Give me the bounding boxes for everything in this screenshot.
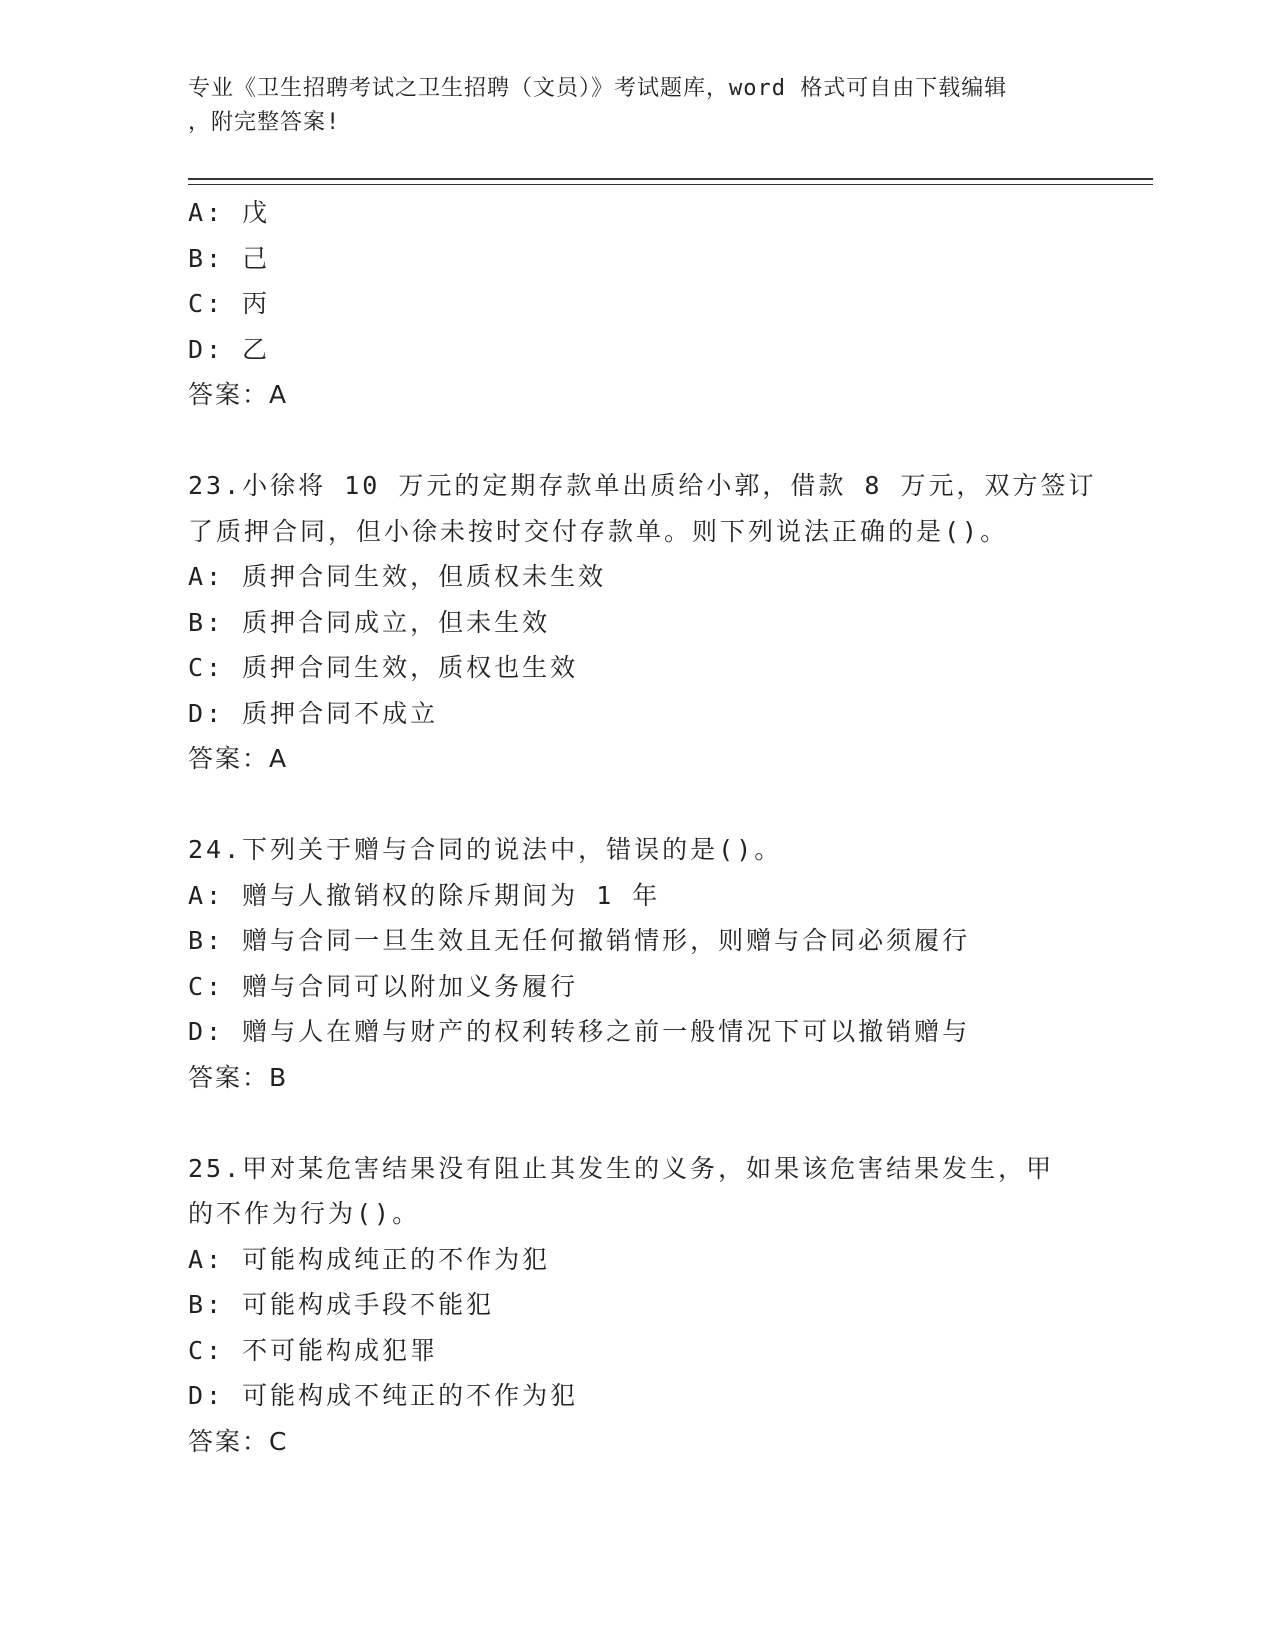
option-a: A: 赠与人撤销权的除斥期间为 1 年 [188, 880, 661, 910]
option-b: B: 质押合同成立，但未生效 [188, 607, 551, 637]
option-a: A: 质押合同生效，但质权未生效 [188, 562, 607, 591]
page-header [188, 72, 1088, 140]
option-a: A: 可能构成纯正的不作为犯 [188, 1244, 551, 1274]
option-d: D: 乙 [188, 334, 271, 364]
option-c: C: 不可能构成犯罪 [188, 1335, 439, 1365]
header-rule-thin [188, 184, 1153, 185]
option-d: D: 质押合同不成立 [188, 698, 439, 728]
option-d: D: 赠与人在赠与财产的权利转移之前一般情况下可以撤销赠与 [188, 1017, 971, 1046]
question-stem: 25.甲对某危害结果没有阻止其发生的义务，如果该危害结果发生，甲 [188, 1153, 1055, 1183]
option-c: C: 质押合同生效，质权也生效 [188, 653, 579, 682]
question-25 [188, 1146, 1088, 1465]
question-24 [188, 827, 1088, 1100]
header-line-2: ，附完整答案! [188, 110, 341, 135]
question-list [188, 190, 1097, 1464]
question-stem: 23.小徐将 10 万元的定期存款单出质给小郭，借款 8 万元，双方签订 [188, 471, 1097, 500]
answer: 答案：A [188, 380, 289, 409]
option-c: C: 丙 [188, 289, 271, 318]
option-d: D: 可能构成不纯正的不作为犯 [188, 1381, 579, 1410]
question-23 [188, 463, 1097, 782]
header-line-1: 专业《卫生招聘考试之卫生招聘（文员）》考试题库，word 格式可自由下载编辑 [188, 76, 1008, 101]
question-22 [188, 190, 1088, 418]
option-b: B: 赠与合同一旦生效且无任何撤销情形，则赠与合同必须履行 [188, 926, 971, 955]
answer: 答案：C [188, 1426, 289, 1456]
question-stem-continued: 的不作为行为()。 [188, 1199, 421, 1228]
question-stem: 24.下列关于赠与合同的说法中，错误的是()。 [188, 835, 783, 864]
header-rule-thick [188, 178, 1153, 180]
answer: 答案：A [188, 744, 289, 773]
option-a: A: 戊 [188, 198, 271, 227]
option-b: B: 可能构成手段不能犯 [188, 1290, 495, 1319]
question-stem-continued: 了质押合同，但小徐未按时交付存款单。则下列说法正确的是()。 [188, 516, 1009, 546]
option-c: C: 赠与合同可以附加义务履行 [188, 971, 579, 1001]
option-b: B: 己 [188, 243, 271, 273]
answer: 答案：B [188, 1062, 289, 1092]
